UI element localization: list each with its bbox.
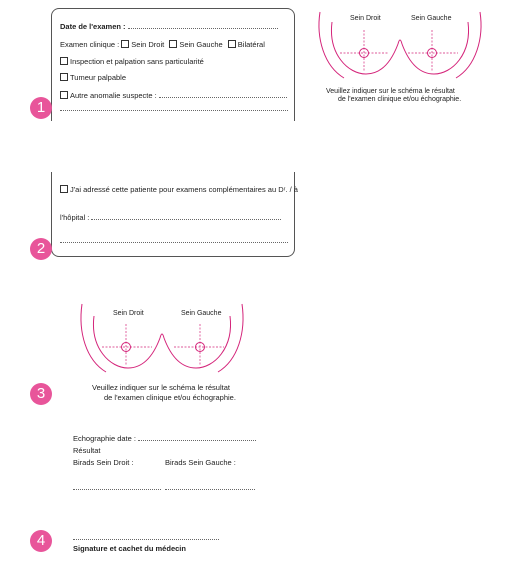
caption-main-1: Veuillez indiquer sur le schéma le résultat (92, 383, 230, 392)
section-badge-3: 3 (30, 383, 52, 405)
autre-field[interactable] (159, 90, 287, 98)
checkbox-tumeur[interactable] (60, 73, 68, 81)
cleavage (160, 334, 164, 338)
section-badge-2: 2 (30, 238, 52, 260)
breast-left-curve (402, 22, 469, 74)
autre-row: Autre anomalie suspecte : (60, 90, 287, 100)
inspection-row: Inspection et palpation sans particularité (60, 57, 204, 66)
echo-date-row: Echographie date : (73, 433, 256, 443)
signature-field[interactable] (73, 539, 219, 540)
tumeur-row: Tumeur palpable (60, 73, 126, 82)
body-outline-left (319, 12, 344, 78)
birads-gauche-label: Birads Sein Gauche : (165, 458, 236, 467)
exam-date-label: Date de l'examen : (60, 21, 278, 31)
birads-droit-field[interactable] (73, 489, 161, 490)
hopital-row: l'hôpital : (60, 212, 281, 222)
breast-left-curve (164, 316, 231, 368)
birads-droit-label: Birads Sein Droit : (73, 458, 134, 467)
caption-top-2: de l'examen clinique et/ou échographie. (338, 96, 462, 103)
birads-gauche-field[interactable] (165, 489, 255, 490)
cleavage (398, 40, 402, 44)
checkbox-referral[interactable] (60, 185, 68, 193)
body-outline-right (456, 12, 481, 78)
signature-label: Signature et cachet du médecin (73, 544, 186, 553)
breast-right-curve (93, 316, 160, 368)
exam-date-field[interactable] (128, 21, 278, 29)
label-sein-gauche-main: Sein Gauche (181, 310, 222, 317)
checkbox-sein-droit[interactable] (121, 40, 129, 48)
hopital-field[interactable] (91, 212, 281, 220)
breast-diagram-top[interactable] (310, 8, 490, 83)
autre-line-2[interactable] (60, 110, 288, 111)
section-badge-4: 4 (30, 530, 52, 552)
label-sein-gauche-top: Sein Gauche (411, 15, 452, 22)
echo-date-field[interactable] (138, 433, 256, 441)
referral-row: J'ai adressé cette patiente pour examens complémentaires au Dʳ. / à (60, 185, 298, 194)
checkbox-bilateral[interactable] (228, 40, 236, 48)
hopital-line-2[interactable] (60, 242, 288, 243)
breast-right-curve (331, 22, 398, 74)
resultat-label: Résultat (73, 446, 101, 455)
label-sein-droit-main: Sein Droit (113, 310, 144, 317)
label-sein-droit-top: Sein Droit (350, 15, 381, 22)
exam-clinique-row: Examen clinique : Sein Droit Sein Gauche Bilatéral (60, 40, 265, 49)
breast-diagram-main[interactable] (72, 300, 252, 378)
caption-main-2: de l'examen clinique et/ou échographie. (104, 393, 236, 402)
caption-top-1: Veuillez indiquer sur le schéma le résultat (326, 88, 455, 95)
checkbox-autre[interactable] (60, 91, 68, 99)
checkbox-sein-gauche[interactable] (169, 40, 177, 48)
body-outline-left (81, 304, 106, 372)
section-badge-1: 1 (30, 97, 52, 119)
body-outline-right (218, 304, 243, 372)
option-bilateral: Bilatéral (237, 40, 265, 49)
option-sein-droit: Sein Droit (131, 40, 165, 49)
option-sein-gauche: Sein Gauche (179, 40, 223, 49)
checkbox-inspection[interactable] (60, 57, 68, 65)
